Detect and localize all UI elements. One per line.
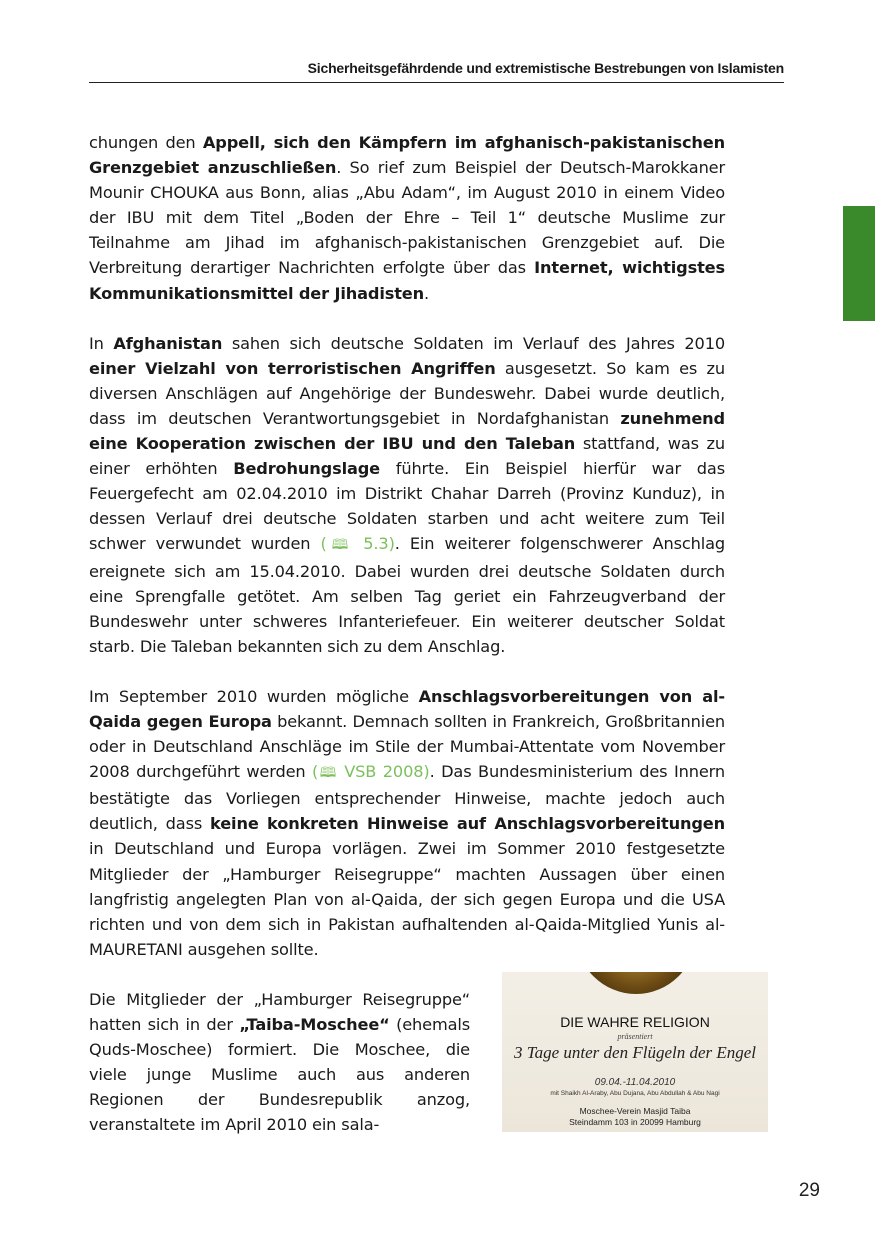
- bold-phrase: Afghanistan: [113, 333, 223, 353]
- running-header: Sicherheitsgefährdende und extremistische Bestrebungen von Islamisten: [89, 60, 784, 83]
- globe-emblem: [576, 972, 696, 994]
- bold-phrase: keine konkreten Hinweise auf Anschlagsvorbereitungen: [210, 814, 725, 834]
- flyer-organizer: [502, 1106, 768, 1128]
- paragraph-4: Die Mitglieder der „Hamburger Reisegruppe“ hatten sich in der „Taiba-Moschee“ (ehemals Quds-Moschee) formiert. Die Moschee, die viele junge Muslime auch aus anderen Regionen der Bundesrepublik anzog, veranstaltete im April 2010 ein sala-: [89, 989, 470, 1135]
- paragraph-3: Im September 2010 wurden mögliche Anschlagsvorbereitungen von al-Qaida gegen Europa bekannt. Demnach sollten in Frankreich, Großbritannien oder in Deutschland Anschläge im Stile der Mumbai-Attentate vom November 2008 durchgeführt werden (🕮 VSB 2008). Das Bundesministerium des Innern bestätigte das Vorliegen entsprechender Hinweise, machte jedoch auch deutlich, dass keine konkreten Hinweise auf Anschlagsvorbereitungen in Deutschland und Europa vorlägen. Zwei im Sommer 2010 festgesetzte Mitglieder der „Hamburger Reisegruppe“ machten Aussagen über einen langfristig angelegten Plan von al-Qaida, der sich gegen Europa und die USA richten und von dem sich in Pakistan aufhaltenden al-Qaida-Mitglied Yunis al-MAURETANI ausgehen sollte.: [89, 686, 725, 959]
- flyer-verein: Moschee-Verein Masjid Taiba: [579, 1106, 691, 1116]
- bold-phrase: einer Vielzahl von terroristischen Angriffen: [89, 358, 496, 378]
- book-icon: 🕮: [318, 765, 338, 782]
- flyer-title: DIE WAHRE RELIGION: [560, 1014, 710, 1030]
- flyer-dates: 09.04.-11.04.2010: [594, 1077, 676, 1088]
- flyer-subtitle: präsentiert: [617, 1032, 653, 1041]
- flyer-event-name: 3 Tage unter den Flügeln der Engel: [513, 1043, 757, 1062]
- bold-phrase: Appell, sich den Kämpfern im afghanisch-pakistanischen Grenzgebiet anzuschließen: [89, 133, 725, 178]
- paragraph-2: In Afghanistan sahen sich deutsche Soldaten im Verlauf des Jahres 2010 einer Vielzahl von terroristischen Angriffen ausgesetzt. So kam es zu diversen Anschlägen auf Angehörige der Bundeswehr. Dabei wurde deutlich, dass im deutschen Verantwortungsgebiet in Nordafghanistan zunehmend eine Kooperation zwischen der IBU und den Taleban stattfand, was zu einer erhöhten Bedrohungslage führte. Ein Beispiel hierfür war das Feuergefecht am 02.04.2010 im Distrikt Chahar Darreh (Provinz Kunduz), in dessen Verlauf drei deutsche Soldaten starben und acht weitere zum Teil schwer verwundet wurden (🕮 5.3). Ein weiterer folgenschwerer Anschlag ereignete sich am 15.04.2010. Dabei wurden drei deutsche Soldaten durch eine Sprengfalle getötet. Am selben Tag geriet ein Fahrzeugverband der Bundeswehr unter schweres Infanteriefeuer. Ein weiterer deutscher Soldat starb. Die Taleban bekannten sich zu dem Anschlag.: [89, 333, 726, 656]
- book-icon: 🕮: [326, 537, 354, 554]
- flyer-address: Steindamm 103 in 20099 Hamburg: [569, 1117, 701, 1127]
- cross-reference-link[interactable]: (🕮 5.3): [320, 534, 395, 554]
- cross-reference-link[interactable]: (🕮 VSB 2008): [312, 762, 430, 782]
- bold-phrase: zunehmend eine Kooperation zwischen der IBU und den Taleban: [89, 408, 725, 454]
- bold-phrase: Bedrohungslage: [233, 459, 381, 479]
- event-flyer-image: [502, 972, 768, 1132]
- bold-phrase: „Taiba-Moschee“: [239, 1015, 390, 1034]
- paragraph-1: chungen den Appell, sich den Kämpfern im afghanisch-pakistanischen Grenzgebiet anzuschließen. So rief zum Beispiel der Deutsch-Marokkaner Mounir CHOUKA aus Bonn, alias „Abu Adam“, im August 2010 in einem Video der IBU mit dem Titel „Boden der Ehre – Teil 1“ deutsche Muslime zur Teilnahme am Jihad im afghanisch-pakistanischen Grenzgebiet auf. Die Verbreitung derartiger Nachrichten erfolgte über das Internet, wichtigstes Kommunikationsmittel der Jihadisten.: [89, 133, 725, 303]
- bold-phrase: Internet, wichtigstes Kommunikationsmittel der Jihadisten: [89, 258, 725, 303]
- bold-phrase: Anschlagsvorbereitungen von al-Qaida gegen Europa: [89, 686, 725, 731]
- section-tab: [843, 206, 875, 321]
- page-number: 29: [798, 1180, 820, 1201]
- flyer-speakers: mit Shaikh Al-Araby, Abu Dujana, Abu Abdullah & Abu Nagi: [550, 1090, 720, 1097]
